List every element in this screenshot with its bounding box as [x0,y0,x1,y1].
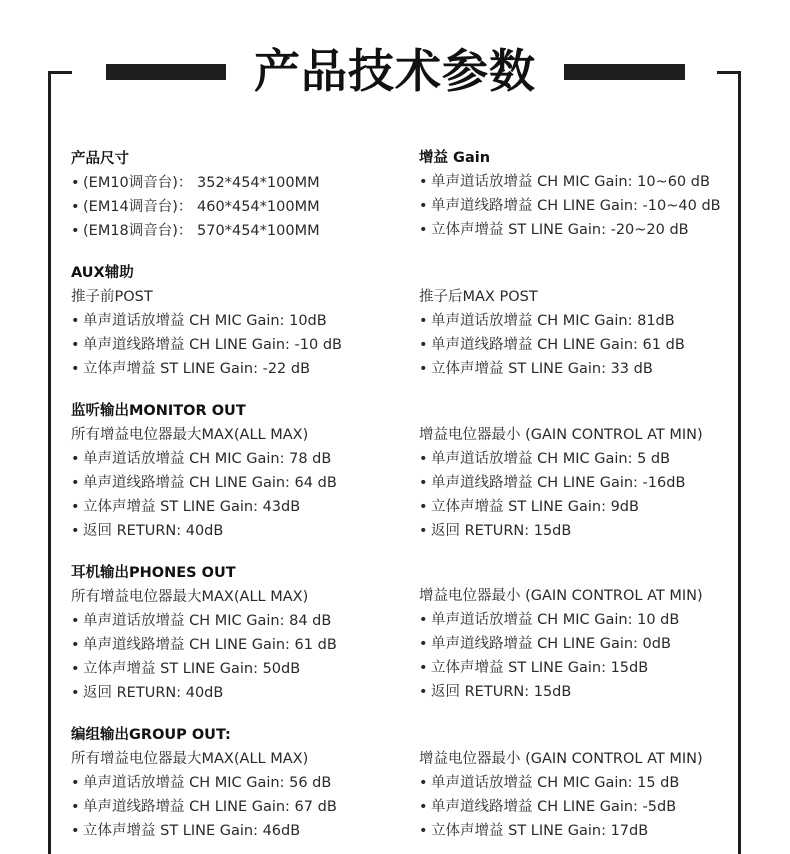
list-item: • 立体声增益 ST LINE Gain: 46dB [71,823,301,839]
page-title: 产品技术参数 [254,44,536,98]
section-subheading: 推子后MAX POST [419,289,538,305]
list-item: • 返回 RETURN: 15dB [419,523,572,539]
list-item: • 立体声增益 ST LINE Gain: 50dB [71,661,301,677]
list-item: • 立体声增益 ST LINE Gain: 43dB [71,499,301,515]
list-item: • 单声道话放增益 CH MIC Gain: 10dB [71,313,327,329]
frame-top-right-tick [717,71,741,74]
list-item: • 单声道话放增益 CH MIC Gain: 10 dB [419,612,680,628]
section-monitor-min [419,423,737,543]
list-item: • 单声道线路增益 CH LINE Gain: 0dB [419,636,671,652]
title-decor-bar-left [106,64,226,80]
list-item: • (EM18调音台)： 570*454*100MM [71,223,320,239]
list-item: • 单声道话放增益 CH MIC Gain: 10~60 dB [419,174,710,190]
section-heading: 监听输出MONITOR OUT [71,403,246,419]
section-heading: 增益 Gain [419,150,491,166]
list-item: • 返回 RETURN: 40dB [71,523,224,539]
list-item: • 单声道话放增益 CH MIC Gain: 78 dB [71,451,332,467]
section-gain [419,146,737,242]
frame-right-border [738,71,741,854]
section-aux-max-post [419,285,737,381]
list-item: • 单声道话放增益 CH MIC Gain: 81dB [419,313,675,329]
list-item: • 单声道线路增益 CH LINE Gain: 64 dB [71,475,337,491]
section-phones-min [419,584,737,704]
frame-left-border [48,71,51,854]
list-item: • 单声道线路增益 CH LINE Gain: 67 dB [71,799,337,815]
frame-top-left-tick [48,71,72,74]
list-item: • 单声道话放增益 CH MIC Gain: 56 dB [71,775,332,791]
list-item: • 立体声增益 ST LINE Gain: 33 dB [419,361,653,377]
section-heading: 耳机输出PHONES OUT [71,565,236,581]
list-item: • 立体声增益 ST LINE Gain: 17dB [419,823,649,839]
list-item: • 单声道线路增益 CH LINE Gain: -5dB [419,799,677,815]
list-item: • 单声道线路增益 CH LINE Gain: -10 dB [71,337,342,353]
section-heading: 产品尺寸 [71,151,129,167]
list-item: • 单声道话放增益 CH MIC Gain: 5 dB [419,451,671,467]
title-decor-bar-right [564,64,685,80]
section-size [71,147,401,243]
list-item: • 立体声增益 ST LINE Gain: 9dB [419,499,639,515]
section-subheading: 增益电位器最小 (GAIN CONTROL AT MIN) [419,588,703,604]
section-subheading: 所有增益电位器最大MAX(ALL MAX) [71,589,309,605]
section-subheading: 增益电位器最小 (GAIN CONTROL AT MIN) [419,751,703,767]
list-item: • 返回 RETURN: 40dB [71,685,224,701]
list-item: • 立体声增益 ST LINE Gain: 15dB [419,660,649,676]
section-subheading: 推子前POST [71,289,153,305]
list-item: • 立体声增益 ST LINE Gain: -22 dB [71,361,311,377]
section-group-out [71,723,401,843]
section-heading: AUX辅助 [71,265,134,281]
section-phones-out [71,561,401,705]
list-item: • 单声道话放增益 CH MIC Gain: 15 dB [419,775,680,791]
list-item: • 单声道线路增益 CH LINE Gain: -16dB [419,475,686,491]
section-aux [71,261,401,381]
list-item: • 返回 RETURN: 15dB [419,684,572,700]
section-subheading: 增益电位器最小 (GAIN CONTROL AT MIN) [419,427,703,443]
list-item: • (EM14调音台)： 460*454*100MM [71,199,320,215]
list-item: • 单声道话放增益 CH MIC Gain: 84 dB [71,613,332,629]
list-item: • 单声道线路增益 CH LINE Gain: 61 dB [419,337,685,353]
section-subheading: 所有增益电位器最大MAX(ALL MAX) [71,751,309,767]
section-heading: 编组输出GROUP OUT: [71,727,231,743]
list-item: • 单声道线路增益 CH LINE Gain: 61 dB [71,637,337,653]
list-item: • (EM10调音台)： 352*454*100MM [71,175,320,191]
section-monitor-out [71,399,401,543]
section-group-min [419,747,737,843]
list-item: • 立体声增益 ST LINE Gain: -20~20 dB [419,222,689,238]
list-item: • 单声道线路增益 CH LINE Gain: -10~40 dB [419,198,721,214]
section-subheading: 所有增益电位器最大MAX(ALL MAX) [71,427,309,443]
